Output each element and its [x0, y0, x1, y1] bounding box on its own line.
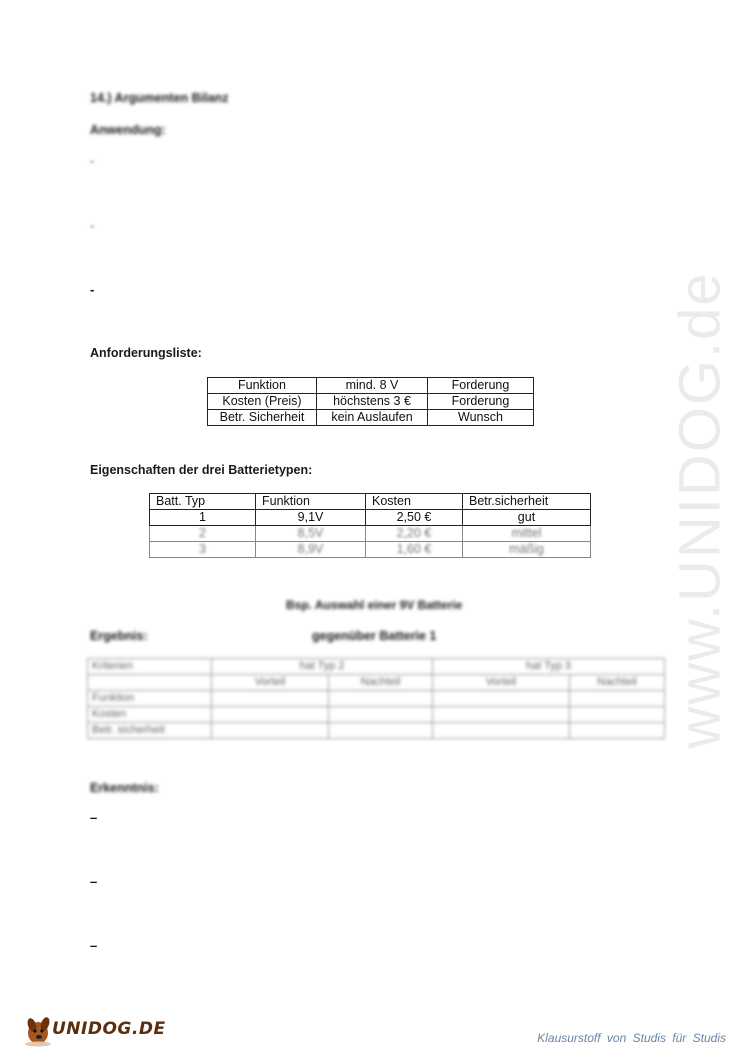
table-cell: Betr. Sicherheit	[208, 410, 317, 426]
table-cell: gut	[463, 510, 591, 526]
table-cell: 8,5V	[256, 526, 366, 542]
table-cell: Forderung	[428, 394, 534, 410]
table-row	[150, 526, 591, 542]
table-cell: mittel	[463, 526, 591, 542]
table-cell	[570, 723, 665, 739]
table-cell	[329, 723, 433, 739]
table-header-cell: Betr.sicherheit	[463, 494, 591, 510]
table-row	[208, 410, 534, 426]
erkenntnis-bullet: –	[90, 874, 98, 889]
table-cell: 2,50 €	[366, 510, 463, 526]
table-row	[88, 691, 665, 707]
anwendung-bullet: -	[90, 282, 95, 297]
table-row	[88, 723, 665, 739]
ergebnis-label: Ergebnis:	[90, 629, 148, 643]
table-row	[208, 378, 534, 394]
table-cell	[212, 691, 329, 707]
table-header-cell: Nachteil	[329, 675, 433, 691]
table-header-cell: Vorteil	[433, 675, 570, 691]
table-cell	[212, 707, 329, 723]
anwendung-bullet: -	[90, 153, 95, 168]
logo-text: UNIDOG.DE	[52, 1019, 166, 1039]
table-header-cell: Kosten	[366, 494, 463, 510]
erkenntnis-bullet: –	[90, 810, 98, 825]
eigenschaften-heading: Eigenschaften der drei Batterietypen:	[90, 463, 313, 477]
table-cell	[433, 691, 570, 707]
table-cell: kein Auslaufen	[317, 410, 428, 426]
table-header-cell: Vorteil	[212, 675, 329, 691]
table-cell: mind. 8 V	[317, 378, 428, 394]
erkenntnis-heading: Erkenntnis:	[90, 781, 159, 795]
table-cell: höchstens 3 €	[317, 394, 428, 410]
table-cell	[433, 707, 570, 723]
table-cell: 8,9V	[256, 542, 366, 558]
table-header-row	[150, 494, 591, 510]
table-cell: Kosten (Preis)	[208, 394, 317, 410]
table-cell: Betr. sicherheit	[88, 723, 212, 739]
battery-properties-table	[149, 493, 591, 558]
table-cell: Forderung	[428, 378, 534, 394]
anforderungsliste-heading: Anforderungsliste:	[90, 346, 202, 360]
table-cell	[570, 691, 665, 707]
table-header-row	[88, 675, 665, 691]
table-cell: 1	[150, 510, 256, 526]
table-header-cell: Kriterien	[88, 659, 212, 675]
watermark-text: www.UNIDOG.de	[667, 271, 733, 749]
table-cell	[329, 707, 433, 723]
table-row	[150, 542, 591, 558]
table-cell	[88, 675, 212, 691]
result-table	[87, 658, 665, 739]
table-cell: 2	[150, 526, 256, 542]
table-cell: 9,1V	[256, 510, 366, 526]
table-cell: 2,20 €	[366, 526, 463, 542]
table-header-row	[88, 659, 665, 675]
table-cell	[212, 723, 329, 739]
anwendung-bullet: -	[90, 218, 95, 233]
table-header-cell: hat Typ 3	[433, 659, 665, 675]
table-cell: Funktion	[208, 378, 317, 394]
table-cell: Kosten	[88, 707, 212, 723]
table-row	[150, 510, 591, 526]
table-header-cell: Funktion	[256, 494, 366, 510]
table-row	[208, 394, 534, 410]
table-cell	[329, 691, 433, 707]
table-header-cell: Nachteil	[570, 675, 665, 691]
table-cell	[433, 723, 570, 739]
ergebnis-subtitle: gegenüber Batterie 1	[312, 629, 437, 643]
table-row	[88, 707, 665, 723]
table-cell: Wunsch	[428, 410, 534, 426]
table-header-cell: Batt. Typ	[150, 494, 256, 510]
table-cell	[570, 707, 665, 723]
table-cell: Funktion	[88, 691, 212, 707]
table-cell: 1,60 €	[366, 542, 463, 558]
table-cell: 3	[150, 542, 256, 558]
section-title: 14.) Argumenten Bilanz	[90, 91, 229, 105]
footer-tagline: Klausurstoff von Studis für Studis	[537, 1031, 726, 1045]
erkenntnis-bullet: –	[90, 938, 98, 953]
table-header-cell: hat Typ 2	[212, 659, 433, 675]
anwendung-heading: Anwendung:	[90, 123, 166, 137]
example-caption: Bsp. Auswahl einer 9V Batterie	[286, 598, 463, 612]
table-cell: mäßig	[463, 542, 591, 558]
requirements-table	[207, 377, 534, 426]
